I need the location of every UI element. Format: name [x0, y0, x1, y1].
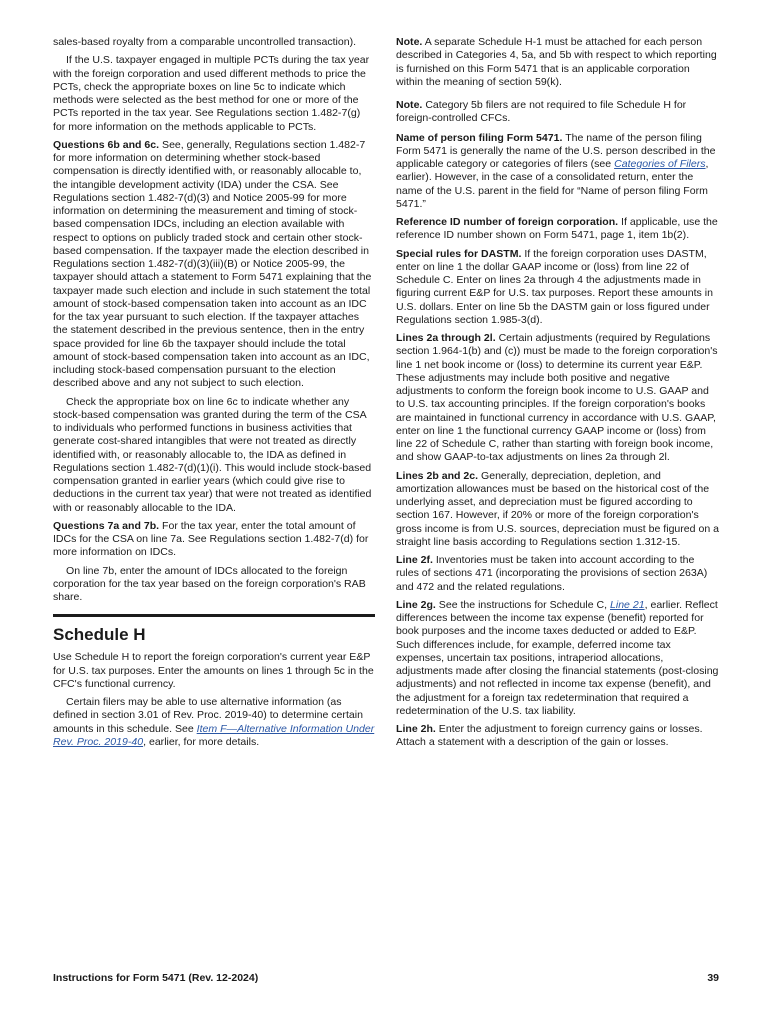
page-footer: [53, 972, 719, 984]
line-21-link[interactable]: Line 21: [609, 598, 645, 611]
paragraph: Check the appropriate box on line 6c to indicate whether any stock-based compensation was granted during the term of the CSA to individuals who performed functions in business activities that generate cost-shared intangibles that were not treated as directly identified with, or reasonably allocable to, the IDA as defined in Regulations section 1.482-7(d)(1)(i). This would include stock-based compensation granted in earlier years (which could give rise to deductions in the current tax year) that were not treated as identified with or reasonably allocable to the IDA.: [53, 395, 372, 514]
categories-of-filers-link[interactable]: Categories of Filers: [614, 158, 706, 170]
paragraph: Certain filers may be able to use alternative information (as defined in section 3.01 of Rev. Proc. 2019-40) to determine certain amounts in this schedule. See Item F—Alternative Information Under Rev. Proc. 2019-40, earlier, for more details.: [53, 696, 375, 748]
footer-title: Instructions for Form 5471 (Rev. 12-2024): [53, 972, 259, 984]
note: Note. Category 5b filers are not required to file Schedule H for foreign-controlled CFCs.: [396, 99, 687, 125]
left-column: [53, 36, 375, 754]
line-2h-section: Line 2h. Enter the adjustment to foreign currency gains or losses. Attach a statement with a description of the gain or losses.: [396, 723, 703, 749]
page-number: 39: [707, 972, 719, 984]
section-divider: [53, 614, 375, 617]
lines-2b-2c-section: Lines 2b and 2c. Generally, depreciation, depletion, and amortization allowances must be based on the historical cost of the underlying asset, and depreciation must be figured according to section 167. However, if 20% or more of the foreign corporation's gross income is from U.S. sources, depreciation must be figured on a straight line basis according to Regulations section 1.312-15.: [396, 469, 719, 548]
section-title: Schedule H: [53, 625, 146, 645]
heading-inline: Questions 7a and 7b.: [53, 519, 160, 532]
heading-inline: Questions 6b and 6c.: [53, 138, 160, 151]
right-column: [396, 36, 719, 755]
name-of-person-section: Name of person filing Form 5471. The name of the person filing Form 5471 is generally the name of the U.S. person described in the applicable category or categories of filers (see Categories of Filers, earlier). However, in the case of a consolidated return, enter the name of the U.S. parent in the field for “Name of person filing Form 5471.”: [396, 131, 716, 210]
questions-7a-7b: Questions 7a and 7b. For the tax year, enter the total amount of IDCs for the CSA on line 7a. See Regulations section 1.482-7(d) for more information on IDCs.: [53, 519, 369, 559]
paragraph: If the U.S. taxpayer engaged in multiple PCTs during the tax year with the foreign corporation and used different methods to price the PCTs, check the appropriate boxes on line 5c to indicate which methods were selected as the best method for one or more of the PCTs reported in the tax year. See Regulations section 1.482-7(g) for more information on the methods applicable to PCTs.: [53, 54, 370, 133]
line-2f-section: Line 2f. Inventories must be taken into account according to the rules of sections 471 (incorporating the provisions of section 263A) and 472 and the related regulations.: [396, 554, 708, 593]
paragraph: On line 7b, enter the amount of IDCs allocated to the foreign corporation for the tax year based on the foreign corporation's RAB share.: [53, 564, 366, 603]
paragraph: sales-based royalty from a comparable uncontrolled transaction).: [53, 36, 357, 48]
questions-6b-6c: Questions 6b and 6c. See, generally, Regulations section 1.482-7 for more information on determining whether stock-based compensation is directly identified with, or reasonably allocable to, the intangible development activity (IDA) under the CSA. See Regulations section 1.482-7(d)(3) and Notice 2005-99 for more information on determining the measurement and timing of stock-based compensation IDCs, including an election available with respect to options on publicly traded stock and certain other stock-based compensation. If the taxpayer made the election described in Regulations section 1.482-7(d)(3)(iii)(B) or Notice 2005-99, the taxpayer should attach a statement to Form 5471 explaining that the taxpayer made such election and include in such statement the total amount of stock-based compensation taken into account as an IDC for the tax year pursuant to such election. If the taxpayer attaches the statement described in the previous sentence, then in the entry space provided for line 6b the taxpayer should include the total amount of stock-based compensation taken into account as an IDC, including stock-based compensation pursuant to the election described above and any not subject to such election.: [53, 138, 372, 390]
item-f-link[interactable]: Item F—Alternative Information Under Rev. Proc. 2019-40: [53, 722, 375, 748]
dastm-section: Special rules for DASTM. If the foreign corporation uses DASTM, enter on line 1 the dollar GAAP income or (loss) from line 22 of Schedule C. Enter on lines 2a through 4 the adjustments made in figuring current E&P for U.S. tax purposes. Report these amounts in U.S. dollars. Enter on line 5b the DASTM gain or loss figured under Regulations section 1.985-3(d).: [396, 247, 713, 326]
paragraph: Use Schedule H to report the foreign corporation's current year E&P for U.S. tax purposes. Enter the amounts on lines 1 through 5c in the CFC's functional currency.: [53, 651, 374, 690]
note: Note. A separate Schedule H-1 must be attached for each person described in Categories 4, 5a, and 5b with respect to which reporting is furnished on this Form 5471 that is an applicable corporation within the meaning of section 59(k).: [396, 36, 717, 88]
line-2g-section: Line 2g. See the instructions for Schedule C, Line 21, earlier. Reflect differences between the income tax expense (benefit) reported for book purposes and the income taxes deducted or added to E&P. Such differences include, for example, deferred income tax expenses, uncertain tax positions, intraperiod allocations, adjustments made after closing the financial statements (post-closing adjustments) and not reflected in income tax expense (benefit), and the adjustment for a foreign tax redetermination that required a redetermination of the U.S. tax liability.: [396, 598, 719, 717]
reference-id-section: Reference ID number of foreign corporation. If applicable, use the reference ID number shown on Form 5471, page 1, item 1b(2).: [396, 216, 718, 242]
lines-2a-2l-section: Lines 2a through 2l. Certain adjustments (required by Regulations section 1.964-1(b) and (c)) must be made to the foreign corporation's line 1 net book income or (loss) to determine its current year E&P. These adjustments may include both positive and negative adjustments to conform the foreign book income to U.S. GAAP and to U.S. tax accounting principles. If the foreign corporation's books are maintained in functional currency in accordance with U.S. GAAP, enter on line 1 the functional currency GAAP income or (loss) from line 22 of Schedule C, rather than starting with foreign book income, and show GAAP-to-tax adjustments on lines 2a through 2l.: [396, 332, 718, 464]
